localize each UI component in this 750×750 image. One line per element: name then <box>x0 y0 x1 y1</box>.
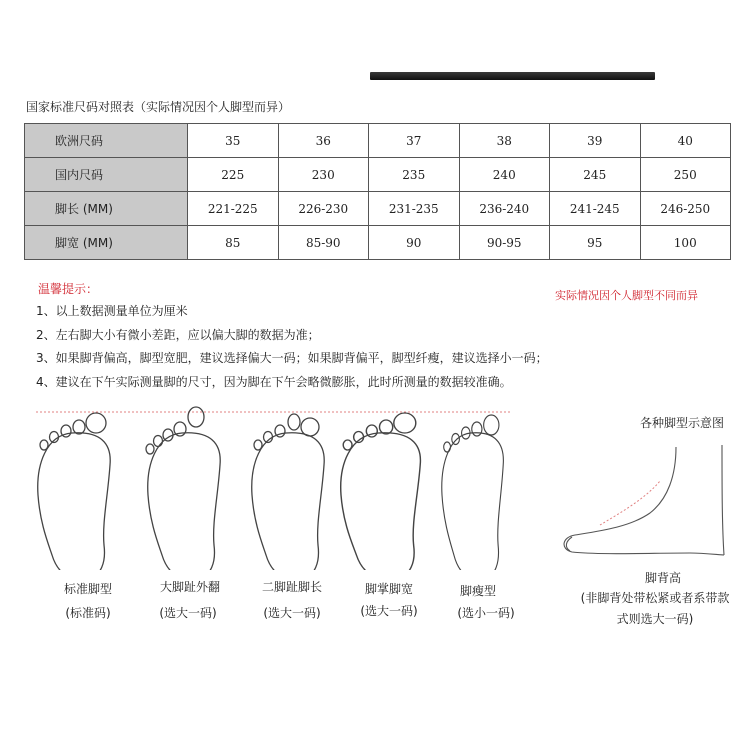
table-row <box>25 192 731 226</box>
foot-type-advice: (选大一码) <box>159 606 217 620</box>
table-row <box>25 226 731 260</box>
table-cell: 100 <box>640 226 731 260</box>
foot-type-advice: (标准码) <box>65 606 111 620</box>
foot-type-advice: (选小一码) <box>457 606 515 620</box>
tip-item: 4、建议在下午实际测量脚的尺寸，因为脚在下午会略微膨胀，此时所测量的数据较准确。 <box>36 374 512 389</box>
instep-description: (非脚背处带松紧或者系带款式则选大一码) <box>580 591 730 626</box>
row-header: 脚长 (MM) <box>25 192 188 226</box>
table-cell: 85 <box>188 226 279 260</box>
table-cell: 38 <box>459 124 550 158</box>
foot-type-name: 脚瘦型 <box>459 584 497 598</box>
row-header: 脚宽 (MM) <box>25 226 188 260</box>
instep-label: 脚背高 <box>645 571 682 585</box>
table-cell: 221-225 <box>188 192 279 226</box>
foot-long-second-toe-icon <box>252 414 324 570</box>
table-cell: 40 <box>640 124 731 158</box>
table-cell: 245 <box>550 158 641 192</box>
foot-type-advice: (选大一码) <box>263 606 321 620</box>
foot-type-name: 脚掌脚宽 <box>364 582 414 596</box>
table-cell: 35 <box>188 124 279 158</box>
foot-type-name: 二脚趾脚长 <box>261 580 323 594</box>
table-cell: 231-235 <box>369 192 460 226</box>
table-cell: 241-245 <box>550 192 641 226</box>
table-cell: 230 <box>278 158 369 192</box>
table-cell: 36 <box>278 124 369 158</box>
foot-type-name: 标准脚型 <box>63 582 113 596</box>
table-cell: 85-90 <box>278 226 369 260</box>
table-cell: 225 <box>188 158 279 192</box>
table-row <box>25 124 731 158</box>
table-cell: 90 <box>369 226 460 260</box>
table-cell: 226-230 <box>278 192 369 226</box>
foot-type-name: 大脚趾外翻 <box>159 580 221 594</box>
table-cell: 246-250 <box>640 192 731 226</box>
row-header: 国内尺码 <box>25 158 188 192</box>
foot-slim-icon <box>442 415 504 570</box>
table-row <box>25 158 731 192</box>
foot-wide-icon <box>341 413 421 570</box>
table-cell: 240 <box>459 158 550 192</box>
foot-type-advice: (选大一码) <box>360 604 418 618</box>
foot-standard-icon <box>38 413 110 570</box>
size-table <box>24 123 731 260</box>
diagram-title: 各种脚型示意图 <box>640 416 725 430</box>
foot-side-view-icon <box>564 445 724 555</box>
tip-item: 1、以上数据测量单位为厘米 <box>36 304 188 318</box>
tips-list <box>36 300 548 394</box>
foot-illustrations <box>0 395 750 570</box>
tip-item: 3、如果脚背偏高，脚型宽肥，建议选择偏大一码；如果脚背偏平，脚型纤瘦，建议选择小一码； <box>36 351 548 365</box>
table-cell: 235 <box>369 158 460 192</box>
table-cell: 90-95 <box>459 226 550 260</box>
tip-item: 2、左右脚大小有微小差距，应以偏大脚的数据为准； <box>36 327 320 342</box>
table-cell: 236-240 <box>459 192 550 226</box>
table-cell: 37 <box>369 124 460 158</box>
table-cell: 95 <box>550 226 641 260</box>
tips-note: 实际情况因个人脚型不同而异 <box>555 289 698 302</box>
top-bar <box>370 72 655 80</box>
row-header: 欧洲尺码 <box>25 124 188 158</box>
tips-title: 温馨提示： <box>38 282 99 296</box>
table-title: 国家标准尺码对照表（实际情况因个人脚型而异） <box>26 100 291 114</box>
table-cell: 39 <box>550 124 641 158</box>
table-cell: 250 <box>640 158 731 192</box>
foot-bunion-icon <box>146 407 220 570</box>
